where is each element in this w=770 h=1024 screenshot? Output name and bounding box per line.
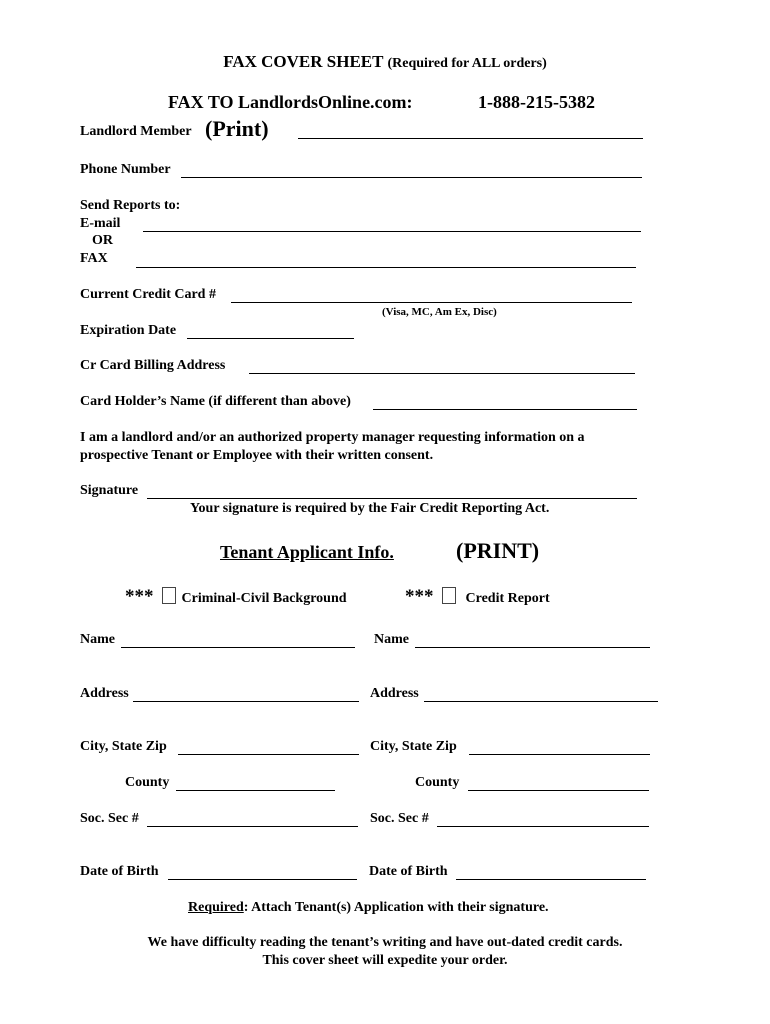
billing-address-field[interactable] — [249, 357, 635, 374]
expiration-date-field[interactable] — [187, 322, 354, 339]
applicant2-county-label: County — [415, 775, 460, 790]
footer-note-line-2: This cover sheet will expedite your order. — [262, 953, 508, 968]
credit-stars: *** — [405, 586, 434, 607]
landlord-member-field[interactable] — [298, 122, 643, 139]
credit-label: Credit Report — [465, 591, 550, 606]
applicant1-name-field[interactable] — [121, 631, 355, 648]
tenant-info-heading: Tenant Applicant Info. — [220, 542, 394, 562]
phone-number-field[interactable] — [181, 161, 642, 178]
credit-card-label: Current Credit Card # — [80, 287, 216, 302]
applicant2-city-label: City, State Zip — [370, 739, 457, 754]
fax-to-line: FAX TO LandlordsOnline.com: — [168, 92, 413, 112]
criminal-label: Criminal-Civil Background — [181, 591, 347, 606]
credit-checkbox[interactable] — [442, 587, 456, 604]
applicant2-address-field[interactable] — [424, 685, 658, 702]
applicant1-city-label: City, State Zip — [80, 739, 167, 754]
or-label: OR — [92, 233, 113, 248]
phone-number-label: Phone Number — [80, 162, 171, 177]
applicant2-address-label: Address — [370, 686, 419, 701]
fax-label: FAX — [80, 251, 108, 266]
title-text: FAX COVER SHEET — [223, 52, 384, 71]
applicant1-name-label: Name — [80, 632, 115, 647]
email-label: E-mail — [80, 216, 121, 231]
expiration-date-label: Expiration Date — [80, 323, 177, 338]
billing-address-label: Cr Card Billing Address — [80, 358, 226, 373]
footer-note-line-1: We have difficulty reading the tenant’s writing and have out-dated credit cards. — [147, 935, 623, 950]
card-types-note: (Visa, MC, Am Ex, Disc) — [382, 306, 497, 318]
applicant1-address-label: Address — [80, 686, 129, 701]
credit-option — [405, 586, 550, 608]
applicant1-dob-field[interactable] — [168, 863, 357, 880]
applicant2-dob-label: Date of Birth — [369, 864, 448, 879]
applicant2-ssn-field[interactable] — [437, 810, 649, 827]
consent-line-1: I am a landlord and/or an authorized property manager requesting information on a — [80, 430, 585, 445]
title-subtitle: (Required for ALL orders) — [387, 56, 547, 71]
tenant-print-label: (PRINT) — [456, 538, 540, 563]
landlord-member-label: Landlord Member — [80, 124, 192, 139]
required-word: Required — [188, 900, 244, 915]
applicant2-city-field[interactable] — [469, 738, 650, 755]
signature-note: Your signature is required by the Fair Credit Reporting Act. — [190, 501, 550, 516]
applicant1-ssn-label: Soc. Sec # — [80, 811, 139, 826]
applicant2-name-field[interactable] — [415, 631, 650, 648]
criminal-checkbox[interactable] — [162, 587, 176, 604]
fax-phone-number: 1-888-215-5382 — [478, 92, 595, 112]
applicant1-ssn-field[interactable] — [147, 810, 358, 827]
email-field[interactable] — [143, 215, 641, 232]
applicant2-dob-field[interactable] — [456, 863, 646, 880]
applicant2-name-label: Name — [374, 632, 409, 647]
signature-field[interactable] — [147, 482, 637, 499]
card-holder-field[interactable] — [373, 393, 637, 410]
required-text: : Attach Tenant(s) Application with their signature. — [243, 900, 549, 915]
consent-line-2: prospective Tenant or Employee with their written consent. — [80, 448, 434, 463]
applicant1-county-field[interactable] — [176, 774, 335, 791]
applicant1-county-label: County — [125, 775, 170, 790]
signature-label: Signature — [80, 483, 139, 498]
applicant2-ssn-label: Soc. Sec # — [370, 811, 429, 826]
applicant2-county-field[interactable] — [468, 774, 649, 791]
form-title — [0, 52, 770, 72]
criminal-stars: *** — [125, 586, 154, 607]
print-label: (Print) — [205, 116, 269, 141]
applicant1-dob-label: Date of Birth — [80, 864, 159, 879]
send-reports-label: Send Reports to: — [80, 198, 181, 213]
criminal-option — [125, 586, 347, 608]
applicant1-address-field[interactable] — [133, 685, 359, 702]
card-holder-label: Card Holder’s Name (if different than above) — [80, 394, 351, 409]
credit-card-field[interactable] — [231, 286, 632, 303]
applicant1-city-field[interactable] — [178, 738, 359, 755]
required-note — [188, 900, 549, 916]
fax-field[interactable] — [136, 251, 636, 268]
